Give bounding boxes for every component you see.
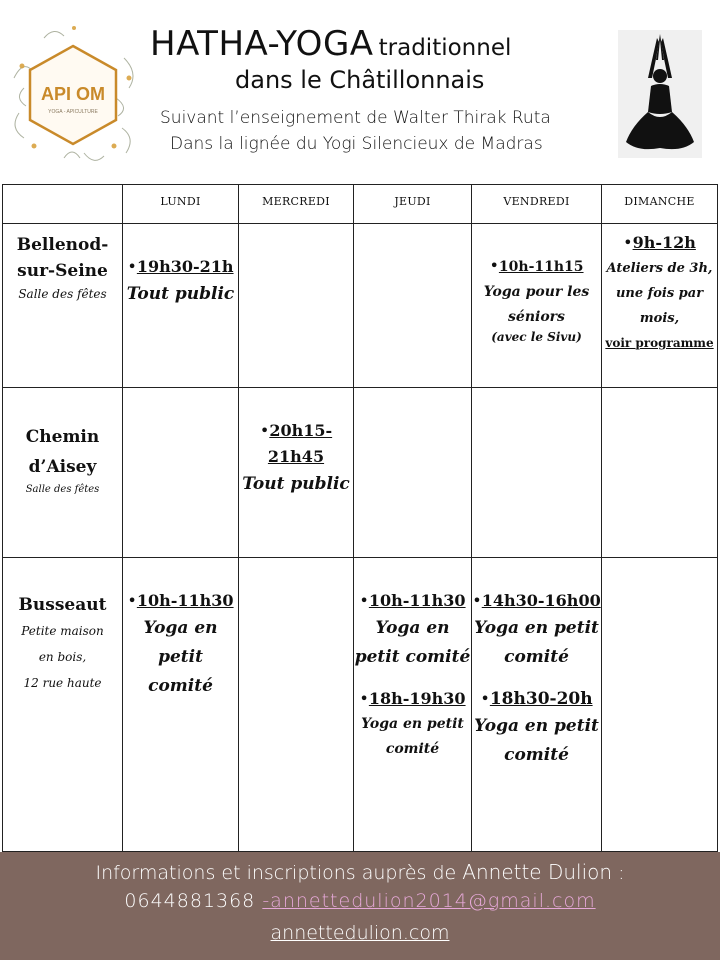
place-room-line: 12 rue haute bbox=[23, 676, 102, 690]
place-name: Busseaut bbox=[18, 595, 107, 615]
session-time: 18h30-20h bbox=[489, 689, 593, 709]
place-room-line: Petite maison bbox=[21, 624, 104, 638]
program-link[interactable]: voir programme bbox=[605, 336, 714, 350]
session-desc: Yoga en petit comité bbox=[474, 716, 599, 765]
footer-info bbox=[0, 860, 720, 884]
session-time: 10h-11h30 bbox=[368, 591, 466, 610]
api-om-logo bbox=[4, 18, 142, 168]
table-row bbox=[3, 224, 718, 388]
session-time: 9h-12h bbox=[632, 233, 696, 252]
title-line2: dans le Châtillonnais bbox=[235, 66, 485, 94]
meditating-yogi-icon bbox=[618, 30, 702, 158]
table-row bbox=[3, 558, 718, 852]
header-day: DIMANCHE bbox=[602, 185, 718, 224]
header-day: VENDREDI bbox=[472, 185, 602, 224]
session-cell: •20h15-21h45 Tout public bbox=[239, 388, 354, 558]
session-time: 10h-11h30 bbox=[136, 591, 234, 610]
header-corner bbox=[3, 185, 123, 224]
session-cell: •9h-12h Ateliers de 3h, une fois par mois, voir programme bbox=[602, 224, 718, 388]
logo-subtext: YOGA - APICULTURE bbox=[48, 109, 98, 115]
subtitle-2: Dans la lignée du Yogi Silencieux de Madras bbox=[170, 134, 543, 154]
place-room: Salle des fêtes bbox=[25, 484, 100, 495]
session-time: 19h30-21h bbox=[136, 257, 234, 276]
place-cell bbox=[3, 388, 123, 558]
session-cell: •10h-11h15 Yoga pour les séniors (avec le Sivu) bbox=[472, 224, 602, 388]
session-time: 20h15-21h45 bbox=[267, 421, 333, 466]
session-cell: •10h-11h30 Yoga en petit comité bbox=[123, 558, 239, 852]
empty-cell bbox=[472, 388, 602, 558]
header-day: JEUDI bbox=[354, 185, 472, 224]
empty-cell bbox=[354, 388, 472, 558]
table-header-row bbox=[3, 185, 718, 224]
footer-contact bbox=[0, 890, 720, 912]
session-time: 18h-19h30 bbox=[368, 689, 466, 708]
place-cell bbox=[3, 224, 123, 388]
website-link[interactable]: annettedulion.com bbox=[270, 922, 450, 944]
phone-number: 0644881368 bbox=[124, 890, 256, 912]
session-desc: Yoga en petit comité bbox=[354, 618, 471, 667]
place-room-line: en bois, bbox=[38, 650, 87, 664]
place-room: Salle des fêtes bbox=[18, 287, 107, 301]
session-desc: Ateliers de 3h, une fois par mois, bbox=[606, 261, 713, 326]
footer-info-suffix: : bbox=[612, 862, 625, 884]
empty-cell bbox=[602, 388, 718, 558]
empty-cell bbox=[123, 388, 239, 558]
header-day: LUNDI bbox=[123, 185, 239, 224]
session-cell: •10h-11h30 Yoga en petit comité •18h-19h30 Yoga en petit comité bbox=[354, 558, 472, 852]
email-link[interactable]: -annettedulion2014@gmail.com bbox=[262, 890, 596, 912]
session-desc: Tout public bbox=[126, 284, 235, 304]
empty-cell bbox=[239, 224, 354, 388]
session-time: 10h-11h15 bbox=[498, 259, 584, 275]
empty-cell bbox=[239, 558, 354, 852]
session-cell: •14h30-16h00 Yoga en petit comité •18h30-20h Yoga en petit comité bbox=[472, 558, 602, 852]
contact-name: Annette Dulion bbox=[462, 860, 613, 884]
header bbox=[0, 0, 720, 184]
session-desc: Yoga en petit comité bbox=[474, 618, 599, 667]
page-title bbox=[150, 24, 620, 64]
session-note: (avec le Sivu) bbox=[491, 330, 582, 344]
footer-info-prefix: Informations et inscriptions auprès de bbox=[95, 862, 463, 884]
subtitle-1: Suivant l’enseignement de Walter Thirak Ruta bbox=[160, 108, 551, 128]
session-desc: Yoga en petit comité bbox=[143, 618, 218, 696]
session-desc: Tout public bbox=[242, 474, 350, 494]
schedule-table bbox=[2, 184, 718, 852]
session-desc: Yoga pour les séniors bbox=[483, 284, 590, 325]
session-time: 14h30-16h00 bbox=[481, 591, 601, 610]
session-desc: Yoga en petit comité bbox=[361, 716, 464, 757]
empty-cell bbox=[602, 558, 718, 852]
title-suffix: traditionnel bbox=[378, 35, 512, 61]
header-day: MERCREDI bbox=[239, 185, 354, 224]
empty-cell bbox=[354, 224, 472, 388]
place-name: Chemin d’Aisey bbox=[25, 427, 100, 477]
logo-text: API OM bbox=[40, 84, 106, 104]
place-name: Bellenod-sur-Seine bbox=[16, 235, 109, 281]
session-cell: •19h30-21h Tout public bbox=[123, 224, 239, 388]
place-cell bbox=[3, 558, 123, 852]
table-row bbox=[3, 388, 718, 558]
footer bbox=[0, 852, 720, 960]
title-main: HATHA-YOGA bbox=[150, 24, 374, 64]
